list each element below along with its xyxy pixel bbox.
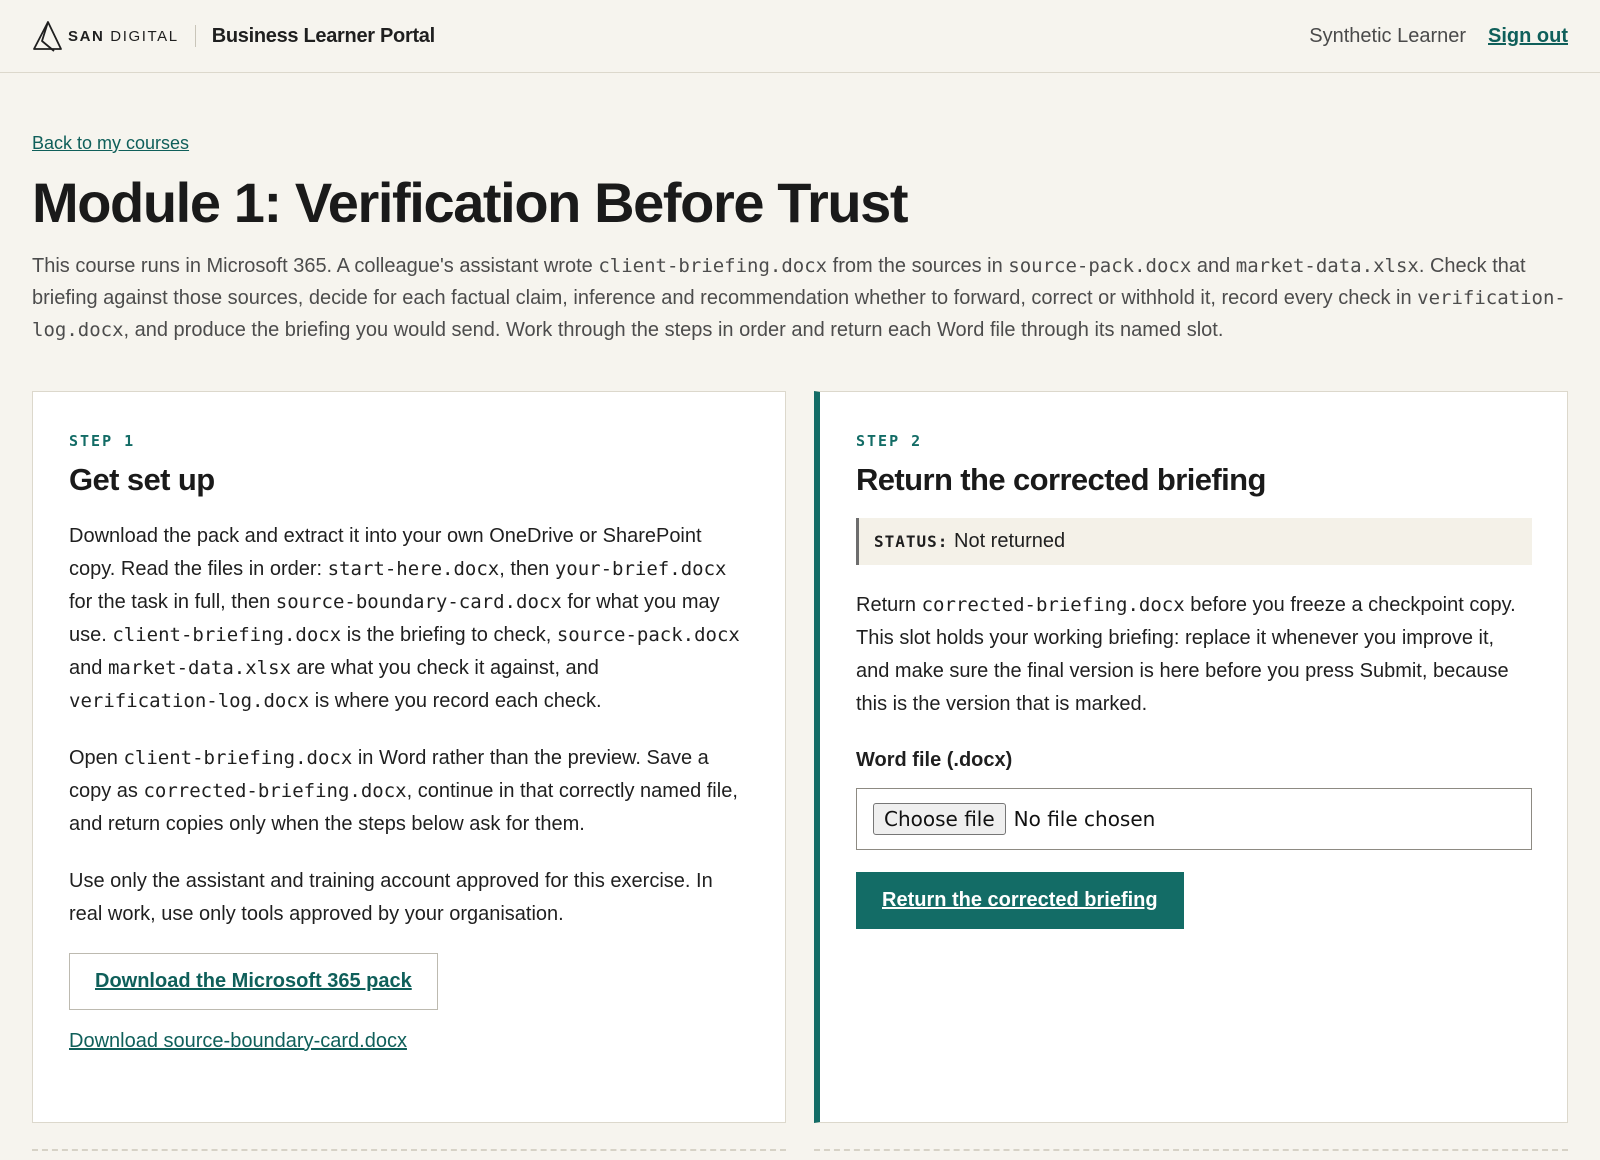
top-bar	[0, 0, 1600, 73]
logo-word: DIGITAL	[110, 27, 179, 45]
user-area	[1309, 25, 1568, 48]
san-digital-logo[interactable]	[32, 19, 179, 53]
para-text: for the task in full, then	[69, 590, 276, 613]
word-file-input[interactable]	[856, 788, 1532, 850]
next-card-edge	[32, 1149, 786, 1155]
para-text: is where you record each check.	[309, 689, 602, 712]
para-text: are what you check it against, and	[290, 656, 599, 679]
file-field-label: Word file (.docx)	[856, 748, 1013, 771]
filename: market-data.xlsx	[107, 656, 291, 679]
para-text: in Word rather than the preview. Save a copy as	[69, 746, 709, 802]
setup-instructions	[69, 520, 749, 718]
intro-text: and	[1191, 254, 1236, 277]
filename: source-pack.docx	[556, 623, 740, 646]
filename: source-boundary-card.docx	[275, 590, 562, 613]
portal-name: Business Learner Portal	[211, 24, 435, 47]
open-in-word-instructions	[69, 742, 749, 841]
para-text: before you freeze a checkpoint copy. This slot holds your working briefing: replace it whenever you improve it, and make sure the final version is here before you press Submit, because this is the version that is marked.	[856, 593, 1516, 715]
return-status	[856, 518, 1532, 565]
intro-text: from the sources in	[827, 254, 1009, 277]
intro-text: This course runs in Microsoft 365. A colleague's assistant wrote	[32, 254, 599, 277]
para-text: is the briefing to check,	[341, 623, 557, 646]
sign-out-link[interactable]: Sign out	[1488, 24, 1568, 47]
step-title: Get set up	[69, 461, 215, 497]
file-status-text: No file chosen	[1013, 806, 1156, 831]
course-intro	[32, 250, 1572, 346]
san-digital-logo-icon	[32, 19, 64, 53]
back-to-courses-link[interactable]: Back to my courses	[32, 133, 190, 153]
para-text: Download the pack and extract it into your own OneDrive or SharePoint copy. Read the files in order:	[69, 524, 702, 580]
return-briefing-button[interactable]: Return the corrected briefing	[856, 872, 1184, 929]
intro-filename: verification-log.docx	[32, 286, 1566, 341]
filename: corrected-briefing.docx	[921, 593, 1185, 616]
step-label: STEP 2	[856, 431, 923, 450]
main-content	[0, 73, 1600, 1155]
para-text: Open	[69, 746, 124, 769]
para-text: and	[69, 656, 108, 679]
user-name: Synthetic Learner	[1309, 24, 1467, 47]
para-text: , continue in that correctly named file, and return copies only when the steps below ask for them.	[69, 779, 738, 835]
page-title: Module 1: Verification Before Trust	[32, 171, 908, 234]
filename: verification-log.docx	[69, 689, 310, 712]
approved-tools-note: Use only the assistant and training account approved for this exercise. In real work, use only tools approved by your organisation.	[69, 869, 713, 925]
download-pack-button[interactable]: Download the Microsoft 365 pack	[69, 953, 438, 1010]
brand	[32, 19, 435, 53]
next-card-edge	[814, 1149, 1568, 1155]
status-value: Not returned	[954, 529, 1066, 552]
intro-filename: market-data.xlsx	[1235, 254, 1419, 277]
status-key: STATUS:	[874, 531, 949, 551]
choose-file-button[interactable]: Choose file	[873, 803, 1006, 835]
filename: client-briefing.docx	[123, 746, 353, 769]
para-text: , then	[499, 557, 555, 580]
step-1-card	[32, 391, 786, 1123]
intro-filename: client-briefing.docx	[598, 254, 828, 277]
filename: start-here.docx	[327, 557, 500, 580]
filename: client-briefing.docx	[112, 623, 342, 646]
logo-brand: SAN	[68, 27, 105, 45]
step-cards	[32, 391, 1568, 1123]
return-instructions	[856, 589, 1531, 721]
logo-wordmark	[68, 28, 179, 45]
step-label: STEP 1	[69, 431, 136, 450]
intro-text: . Check that briefing against those sources, decide for each factual claim, inference and recommendation whether to forward, correct or withhold it, record every check in	[32, 254, 1526, 309]
next-cards-peek	[32, 1149, 1568, 1155]
filename: corrected-briefing.docx	[143, 779, 407, 802]
download-boundary-card-link[interactable]: Download source-boundary-card.docx	[69, 1029, 407, 1052]
para-text: Return	[856, 593, 922, 616]
step-2-card	[814, 391, 1568, 1123]
para-text: for what you may use.	[69, 590, 720, 646]
intro-filename: source-pack.docx	[1008, 254, 1192, 277]
filename: your-brief.docx	[554, 557, 727, 580]
step-title: Return the corrected briefing	[856, 461, 1266, 497]
brand-divider	[195, 25, 196, 47]
intro-text: , and produce the briefing you would send. Work through the steps in order and return each Word file through its named slot.	[123, 318, 1224, 341]
